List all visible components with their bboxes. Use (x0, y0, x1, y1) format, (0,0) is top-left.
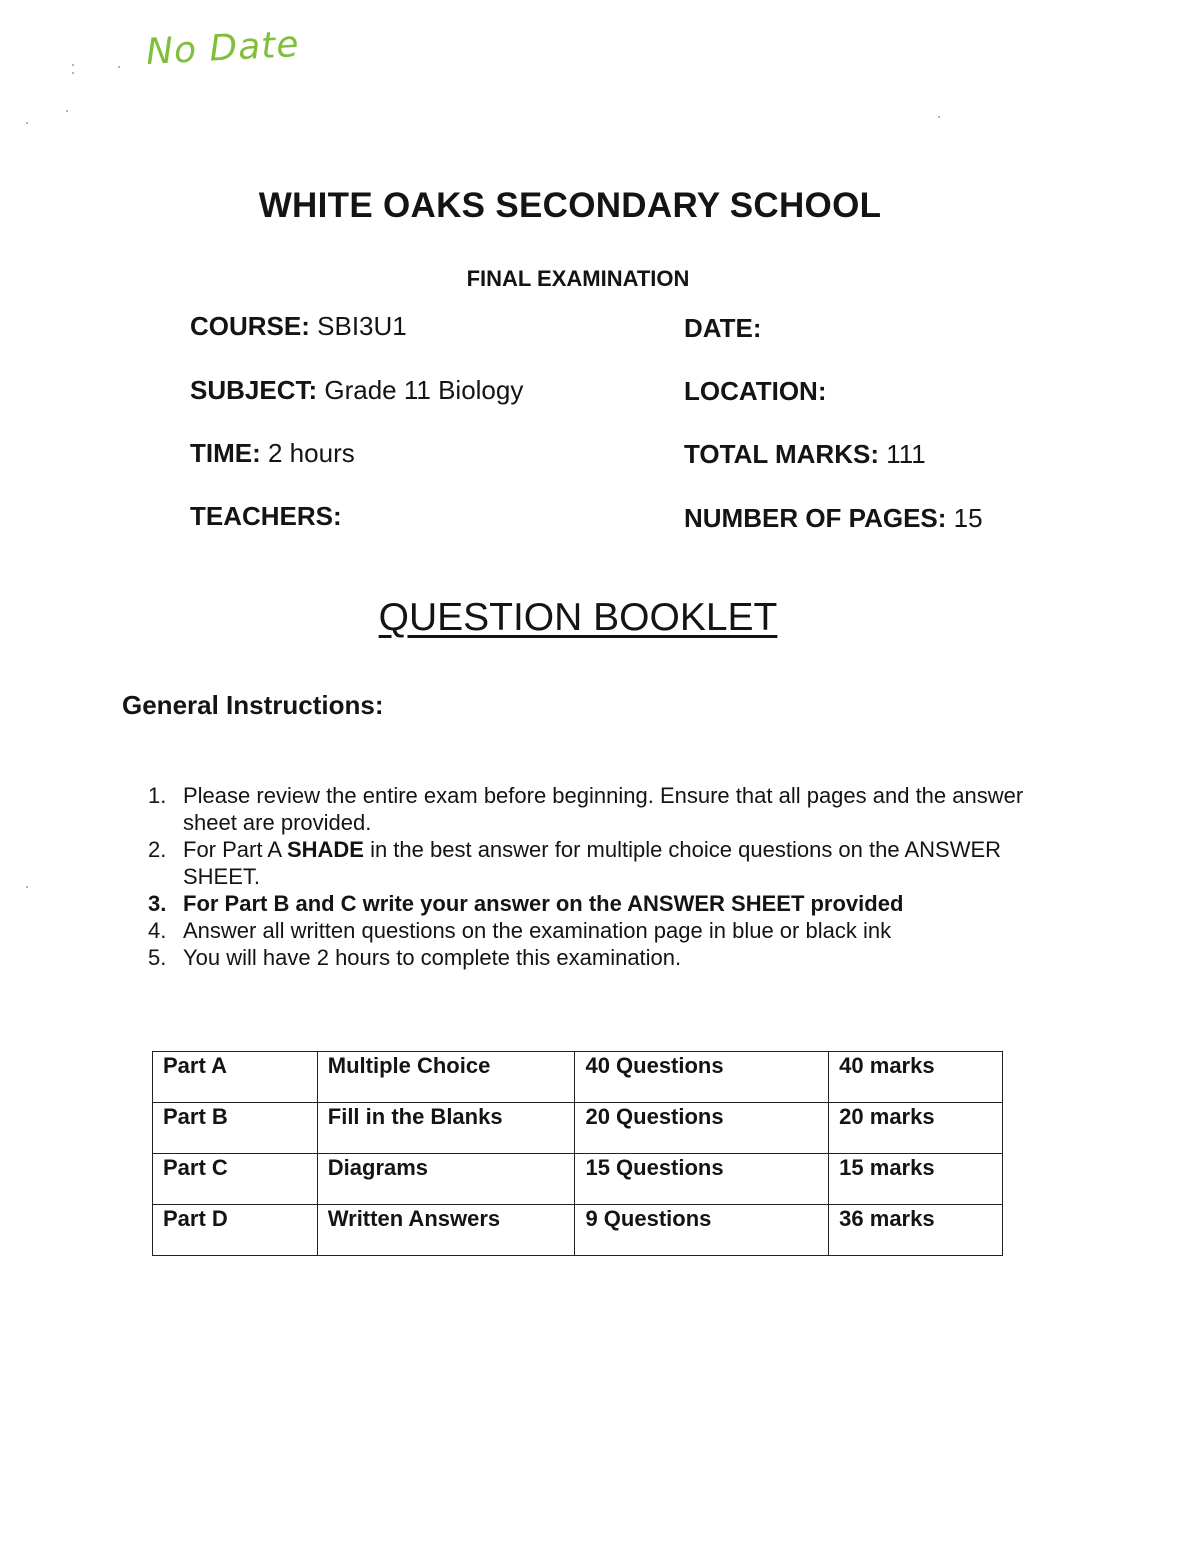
total-marks-value: 111 (886, 439, 926, 469)
questions-cell: 20 Questions (575, 1103, 829, 1154)
table-row (153, 1052, 1003, 1103)
instruction-text (183, 836, 1028, 890)
marks-cell: 36 marks (829, 1205, 1003, 1256)
instruction-number: 3. (148, 891, 167, 916)
time-value: 2 hours (268, 438, 355, 468)
type-cell: Written Answers (317, 1205, 575, 1256)
instruction-number: 1. (148, 783, 167, 808)
course-field (190, 311, 407, 342)
subject-field (190, 375, 523, 406)
type-cell: Multiple Choice (317, 1052, 575, 1103)
instruction-text-post: in the best answer for multiple choice questions on the ANSWER SHEET. (183, 837, 1002, 889)
instructions-heading: General Instructions: (122, 690, 384, 720)
teachers-field (190, 501, 342, 532)
teachers-label: TEACHERS: (190, 501, 342, 531)
location-label: LOCATION: (684, 376, 827, 406)
instruction-text: Answer all written questions on the examination page in blue or black ink (183, 918, 892, 943)
scan-speck (118, 66, 120, 68)
table-row (153, 1205, 1003, 1256)
marks-cell: 20 marks (829, 1103, 1003, 1154)
instruction-number: 2. (148, 837, 167, 862)
booklet-title: QUESTION BOOKLET (378, 596, 778, 639)
pages-field (684, 503, 983, 534)
time-field (190, 438, 355, 469)
course-label: COURSE: (190, 311, 310, 341)
marks-cell: 40 marks (829, 1052, 1003, 1103)
school-name: WHITE OAKS SECONDARY SCHOOL (258, 186, 882, 225)
total-marks-label: TOTAL MARKS: (684, 439, 879, 469)
subject-label: SUBJECT: (190, 375, 318, 405)
part-cell: Part A (153, 1052, 318, 1103)
type-cell: Fill in the Blanks (317, 1103, 575, 1154)
part-cell: Part B (153, 1103, 318, 1154)
questions-cell: 40 Questions (575, 1052, 829, 1103)
date-label: DATE: (684, 313, 762, 343)
instruction-text: You will have 2 hours to complete this examination. (183, 945, 682, 970)
pages-value: 15 (953, 503, 983, 533)
instruction-number: 5. (148, 945, 167, 970)
date-field (684, 313, 762, 344)
instruction-number: 4. (148, 918, 167, 943)
instruction-text: Please review the entire exam before beginning. Ensure that all pages and the answer sheet are provided. (183, 783, 1024, 835)
instruction-text: For Part B and C write your answer on the ANSWER SHEET provided (183, 891, 904, 916)
instruction-text-pre: For Part A (183, 837, 287, 862)
instructions-list (148, 782, 1028, 971)
scan-speck (26, 886, 28, 888)
questions-cell: 15 Questions (575, 1154, 829, 1205)
subject-value: Grade 11 Biology (324, 375, 524, 405)
instruction-item (148, 890, 1028, 917)
scan-speck (26, 122, 28, 124)
parts-table (152, 1051, 1003, 1256)
part-cell: Part D (153, 1205, 318, 1256)
location-field (684, 376, 827, 407)
instruction-item (148, 782, 1028, 836)
instruction-emphasis: SHADE (286, 837, 364, 862)
scan-speck (72, 64, 74, 66)
total-marks-field (684, 439, 926, 470)
scan-speck (66, 110, 68, 112)
pages-label: NUMBER OF PAGES: (684, 503, 947, 533)
marks-cell: 15 marks (829, 1154, 1003, 1205)
part-cell: Part C (153, 1154, 318, 1205)
questions-cell: 9 Questions (575, 1205, 829, 1256)
type-cell: Diagrams (317, 1154, 575, 1205)
exam-type: FINAL EXAMINATION (466, 266, 690, 291)
scan-speck (72, 72, 74, 74)
table-row (153, 1103, 1003, 1154)
time-label: TIME: (190, 438, 261, 468)
scan-speck (938, 116, 940, 118)
instruction-item (148, 836, 1028, 890)
table-row (153, 1154, 1003, 1205)
course-value: SBI3U1 (317, 311, 407, 341)
instruction-item (148, 944, 1028, 971)
instruction-item (148, 917, 1028, 944)
handwritten-note: No Date (145, 24, 301, 73)
